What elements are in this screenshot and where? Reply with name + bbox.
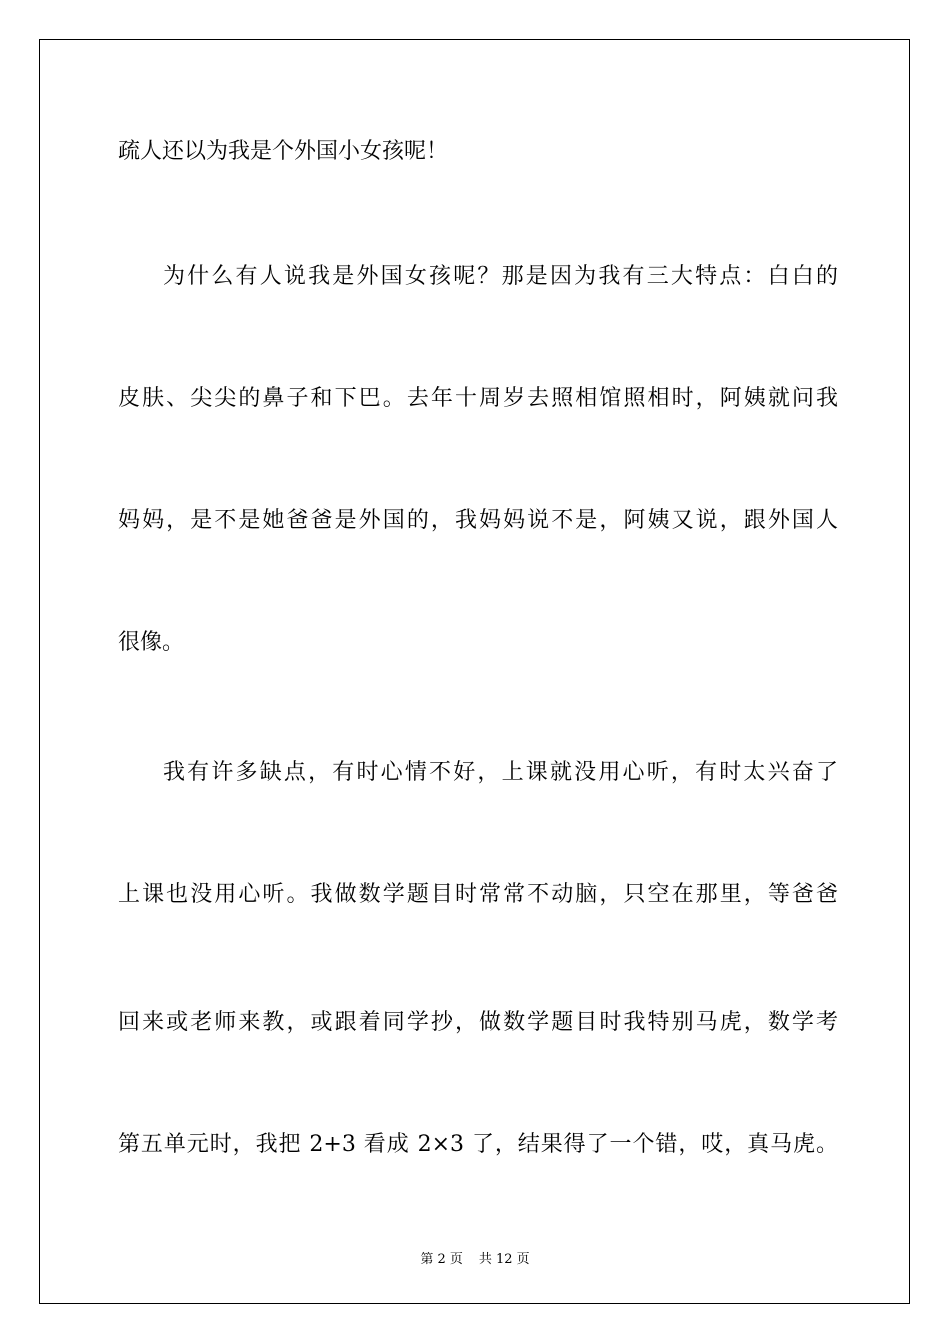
paragraph-2-line-4: 很像。 xyxy=(118,630,185,655)
paragraph-2-line-2: 皮肤、尖尖的鼻子和下巴。去年十周岁去照相馆照相时，阿姨就问我 xyxy=(118,386,838,411)
text-line-1: 疏人还以为我是个外国小女孩呢！ xyxy=(118,139,449,164)
paragraph-2-line-1: 为什么有人说我是外国女孩呢？那是因为我有三大特点：白白的 xyxy=(163,264,838,289)
paragraph-3-line-3: 回来或老师来教，或跟着同学抄，做数学题目时我特别马虎，数学考 xyxy=(118,1010,838,1035)
page-number: 第 2 页 xyxy=(420,1252,463,1267)
page-frame xyxy=(39,39,910,1304)
page-total: 共 12 页 xyxy=(478,1252,530,1267)
paragraph-3-line-4: 第五单元时，我把 2+3 看成 2×3 了，结果得了一个错，哎，真马虎。 xyxy=(118,1132,838,1157)
paragraph-2-line-3: 妈妈，是不是她爸爸是外国的，我妈妈说不是，阿姨又说，跟外国人 xyxy=(118,508,838,533)
page-footer xyxy=(0,1248,950,1267)
paragraph-3-line-2: 上课也没用心听。我做数学题目时常常不动脑，只空在那里，等爸爸 xyxy=(118,882,838,907)
paragraph-3-line-1: 我有许多缺点，有时心情不好，上课就没用心听，有时太兴奋了 xyxy=(163,760,838,785)
